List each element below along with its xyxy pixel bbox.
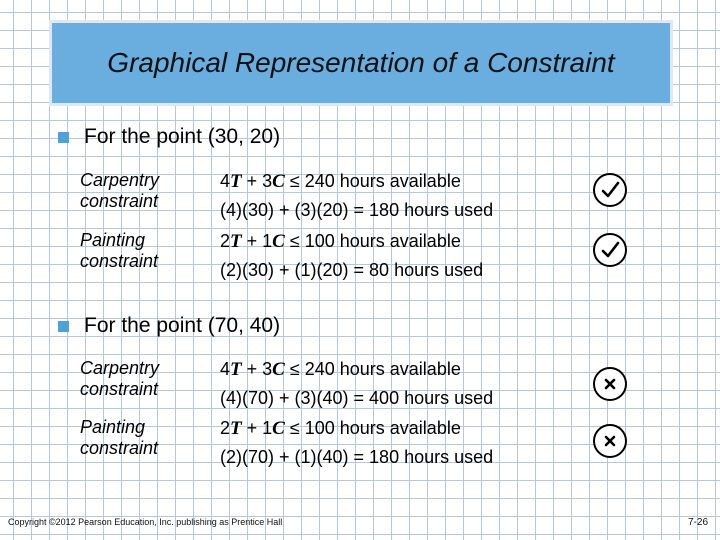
variable: C — [272, 231, 285, 252]
operator: + 1 — [241, 418, 273, 438]
variable: C — [272, 171, 285, 192]
label-line: constraint — [80, 191, 159, 211]
variable: T — [230, 231, 242, 252]
check-icon — [593, 233, 627, 267]
constraint-label — [80, 230, 210, 272]
coef: 4 — [220, 359, 231, 379]
equation-available — [220, 167, 580, 196]
title-box — [49, 20, 673, 106]
equation-used: (2)(70) + (1)(40) = 180 hours used — [220, 447, 494, 467]
equation-used: (4)(30) + (3)(20) = 180 hours used — [220, 200, 494, 220]
coef: 2 — [220, 418, 231, 438]
constraint-row-carpentry-1 — [0, 167, 720, 223]
label-line: constraint — [80, 379, 159, 399]
constraint-row-painting-1 — [0, 227, 720, 283]
coef: 4 — [220, 171, 231, 191]
operator: + 3 — [241, 359, 273, 379]
section-bullet-2 — [58, 311, 698, 341]
section-bullet-1 — [58, 122, 698, 152]
label-line: constraint — [80, 251, 159, 271]
constraint-equation — [220, 355, 580, 412]
label-line: Carpentry — [80, 170, 160, 190]
equation-available — [220, 227, 580, 256]
equation-available — [220, 355, 580, 384]
variable: T — [230, 359, 242, 380]
label-line: Painting — [80, 230, 146, 250]
constraint-equation — [220, 414, 580, 471]
constraint-equation — [220, 167, 580, 224]
variable: T — [230, 418, 242, 439]
copyright-footer: Copyright ©2012 Pearson Education, Inc. publishing as Prentice Hall — [8, 517, 283, 527]
coef: 2 — [220, 231, 231, 251]
rhs: ≤ 240 hours available — [284, 171, 461, 191]
label-line: Painting — [80, 417, 146, 437]
operator: + 3 — [241, 171, 273, 191]
constraint-label — [80, 170, 210, 212]
bullet-text: For the point (70, 40) — [84, 314, 281, 337]
rhs: ≤ 100 hours available — [284, 231, 461, 251]
rhs: ≤ 100 hours available — [284, 418, 461, 438]
constraint-label — [80, 417, 210, 459]
constraint-equation — [220, 227, 580, 284]
check-icon — [593, 173, 627, 207]
bullet-square-icon — [58, 321, 69, 332]
slide-number: 7-26 — [687, 517, 708, 528]
equation-used: (4)(70) + (3)(40) = 400 hours used — [220, 388, 494, 408]
cross-icon — [593, 367, 627, 401]
variable: C — [272, 359, 285, 380]
label-line: Carpentry — [80, 358, 160, 378]
constraint-row-painting-2 — [0, 414, 720, 470]
equation-used: (2)(30) + (1)(20) = 80 hours used — [220, 260, 484, 280]
cross-icon — [593, 424, 627, 458]
label-line: constraint — [80, 438, 159, 458]
bullet-square-icon — [58, 132, 69, 143]
equation-available — [220, 414, 580, 443]
bullet-text: For the point (30, 20) — [84, 125, 281, 148]
variable: C — [272, 418, 285, 439]
slide-title: Graphical Representation of a Constraint — [107, 47, 615, 78]
variable: T — [230, 171, 242, 192]
operator: + 1 — [241, 231, 273, 251]
constraint-label — [80, 358, 210, 400]
rhs: ≤ 240 hours available — [284, 359, 461, 379]
constraint-row-carpentry-2 — [0, 355, 720, 411]
